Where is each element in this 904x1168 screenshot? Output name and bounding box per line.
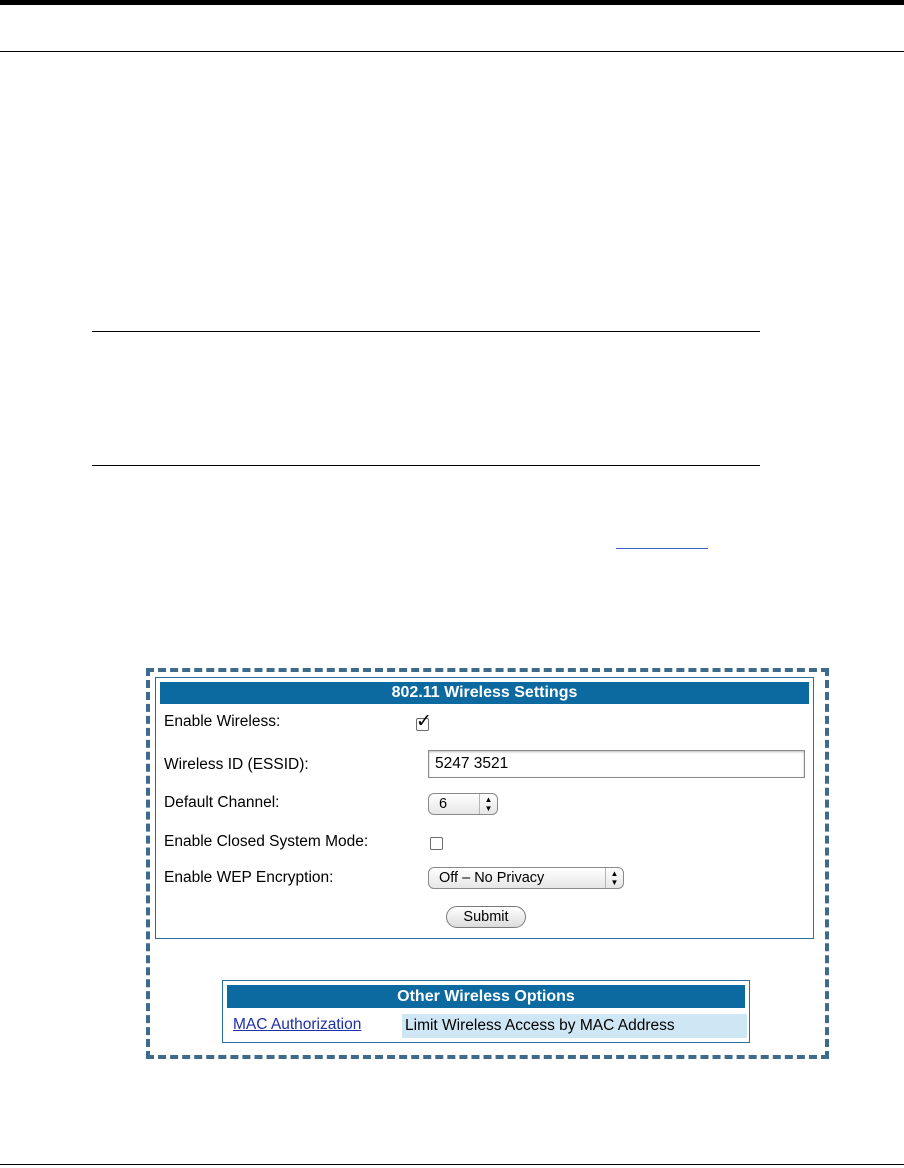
select-arrows-icon: ▲ ▼ (605, 868, 623, 888)
submit-button[interactable]: Submit (446, 906, 526, 928)
select-arrows-icon: ▲ ▼ (479, 794, 497, 814)
mac-authorization-link[interactable]: MAC Authorization (233, 1016, 362, 1033)
cross-reference-link-underline[interactable] (616, 548, 708, 549)
channel-label: Default Channel: (164, 794, 280, 811)
page-top-rule (0, 0, 904, 5)
other-wireless-options-panel (222, 980, 750, 1043)
page-footer-rule (0, 1164, 904, 1165)
enable-wireless-checkbox[interactable] (416, 711, 432, 732)
channel-select-value: 6 (439, 796, 448, 812)
closed-mode-label: Enable Closed System Mode: (164, 833, 369, 850)
wep-label: Enable WEP Encryption: (164, 869, 334, 886)
note-top-rule (92, 331, 760, 332)
wep-select[interactable] (428, 867, 624, 889)
note-bottom-rule (92, 465, 760, 466)
enable-wireless-label: Enable Wireless: (164, 713, 281, 730)
mac-authorization-description: Limit Wireless Access by MAC Address (402, 1014, 747, 1038)
channel-select[interactable] (428, 793, 498, 815)
wireless-settings-panel (155, 677, 814, 939)
wep-select-value: Off – No Privacy (439, 870, 545, 886)
checkmark-icon: ✓ (416, 711, 432, 732)
other-options-title: Other Wireless Options (227, 985, 745, 1008)
closed-mode-checkbox[interactable] (430, 837, 443, 850)
wireless-settings-title: 802.11 Wireless Settings (160, 682, 809, 704)
essid-input[interactable]: 5247 3521 (428, 750, 805, 778)
essid-label: Wireless ID (ESSID): (164, 756, 309, 773)
page-header-rule (0, 51, 904, 52)
